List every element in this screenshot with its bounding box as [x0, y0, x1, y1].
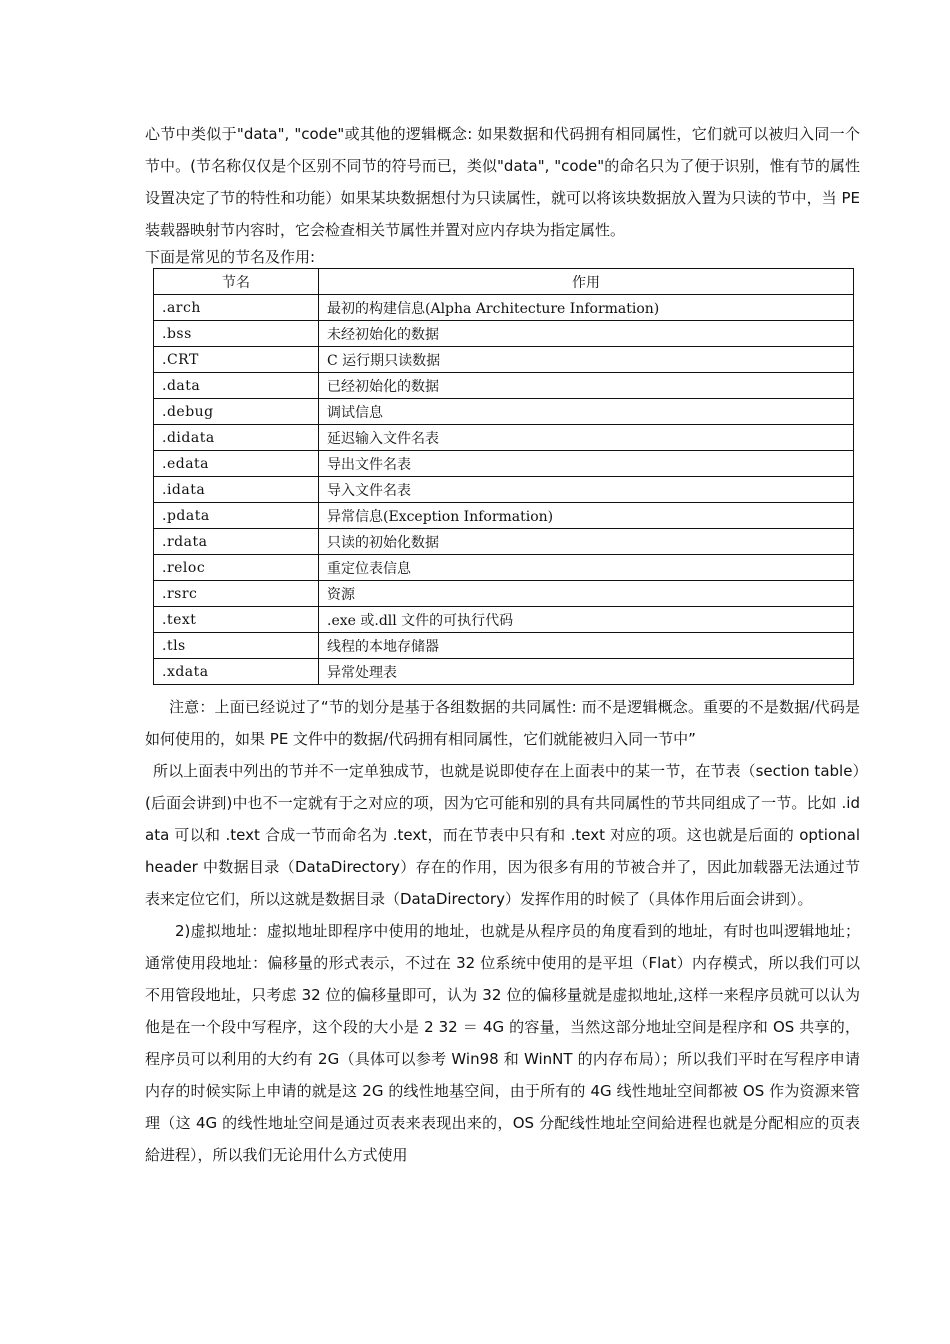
section-name-cell: .text	[154, 607, 319, 633]
table-row	[154, 581, 854, 607]
section-name-cell: .idata	[154, 477, 319, 503]
section-name-cell: .arch	[154, 295, 319, 321]
section-name-cell: .bss	[154, 321, 319, 347]
section-name-cell: .reloc	[154, 555, 319, 581]
table-row	[154, 477, 854, 503]
section-purpose-cell: 异常处理表	[319, 659, 854, 685]
table-row	[154, 373, 854, 399]
table-row	[154, 347, 854, 373]
section-name-cell: .rsrc	[154, 581, 319, 607]
section-name-cell: .didata	[154, 425, 319, 451]
sections-merge-paragraph: 所以上面表中列出的节并不一定单独成节，也就是说即使存在上面表中的某一节，在节表（section table）(后面会讲到)中也不一定就有于之对应的项，因为它可能和别的具有共同属性的节共同组成了一节。比如 .idata 可以和 .text 合成一节而命名为 .text，而在节表中只有和 .text 对应的项。这也就是后面的 optional header 中数据目录（DataDirectory）存在的作用，因为很多有用的节被合并了，因此加载器无法通过节表来定位它们，所以这就是数据目录（DataDirectory）发挥作用的时候了（具体作用后面会讲到）。	[145, 762, 860, 908]
note-paragraph: 注意：上面已经说过了“节的划分是基于各组数据的共同属性: 而不是逻辑概念。重要的不是数据/代码是如何使用的，如果 PE 文件中的数据/代码拥有相同属性，它们就能被归入同一节中”	[145, 698, 860, 748]
section-purpose-cell: C 运行期只读数据	[319, 347, 854, 373]
section-purpose-cell: 最初的构建信息(Alpha Architecture Information)	[319, 295, 854, 321]
table-row	[154, 659, 854, 685]
table-header-row	[154, 269, 854, 295]
document-page	[145, 118, 860, 1171]
header-section-name: 节名	[154, 269, 319, 295]
section-name-cell: .debug	[154, 399, 319, 425]
table-row	[154, 425, 854, 451]
section-purpose-cell: 导出文件名表	[319, 451, 854, 477]
section-purpose-cell: 未经初始化的数据	[319, 321, 854, 347]
table-row	[154, 607, 854, 633]
virtual-address-paragraph: 2)虚拟地址：虚拟地址即程序中使用的地址，也就是从程序员的角度看到的地址，有时也叫逻辑地址；通常使用段地址：偏移量的形式表示，不过在 32 位系统中使用的是平坦（Flat）内存模式，所以我们可以不用管段地址，只考虑 32 位的偏移量即可，认为 32 位的偏移量就是虚拟地址,这样一来程序员就可以认为他是在一个段中写程序，这个段的大小是 2 32 ＝ 4G 的容量，当然这部分地址空间是程序和 OS 共享的，程序员可以利用的大约有 2G（具体可以参考 Win98 和 WinNT 的内存布局）；所以我们平时在写程序申请内存的时候实际上申请的就是这 2G 的线性地基空间，由于所有的 4G 线性地址空间都被 OS 作为资源来管理（这 4G 的线性地址空间是通过页表来表现出来的，OS 分配线性地址空间給进程也就是分配相应的页表給进程），所以我们无论用什么方式使用	[145, 922, 860, 1164]
section-name-cell: .xdata	[154, 659, 319, 685]
table-row	[154, 295, 854, 321]
section-purpose-cell: 线程的本地存储器	[319, 633, 854, 659]
table-row	[154, 633, 854, 659]
section-name-cell: .rdata	[154, 529, 319, 555]
table-row	[154, 399, 854, 425]
table-row	[154, 321, 854, 347]
table-row	[154, 529, 854, 555]
header-purpose: 作用	[319, 269, 854, 295]
table-caption: 下面是常见的节名及作用:	[145, 248, 316, 266]
intro-paragraph: 心节中类似于"data", "code"或其他的逻辑概念: 如果数据和代码拥有相同属性，它们就可以被归入同一个节中。(节名称仅仅是个区别不同节的符号而已，类似"data", "code"的命名只为了便于识别，惟有节的属性设置决定了节的特性和功能）如果某块数据想付为只读属性，就可以将该块数据放入置为只读的节中，当 PE 装载器映射节内容时，它会检查相关节属性并置对应内存块为指定属性。	[145, 125, 860, 239]
section-purpose-cell: .exe 或.dll 文件的可执行代码	[319, 607, 854, 633]
table-row	[154, 451, 854, 477]
section-name-cell: .edata	[154, 451, 319, 477]
table-row	[154, 503, 854, 529]
section-purpose-cell: 只读的初始化数据	[319, 529, 854, 555]
section-name-cell: .pdata	[154, 503, 319, 529]
section-name-cell: .data	[154, 373, 319, 399]
section-purpose-cell: 导入文件名表	[319, 477, 854, 503]
section-name-cell: .CRT	[154, 347, 319, 373]
section-purpose-cell: 已经初始化的数据	[319, 373, 854, 399]
section-purpose-cell: 资源	[319, 581, 854, 607]
section-purpose-cell: 调试信息	[319, 399, 854, 425]
table-row	[154, 555, 854, 581]
section-purpose-cell: 延迟输入文件名表	[319, 425, 854, 451]
section-names-table	[153, 268, 854, 685]
section-purpose-cell: 异常信息(Exception Information)	[319, 503, 854, 529]
section-purpose-cell: 重定位表信息	[319, 555, 854, 581]
section-name-cell: .tls	[154, 633, 319, 659]
